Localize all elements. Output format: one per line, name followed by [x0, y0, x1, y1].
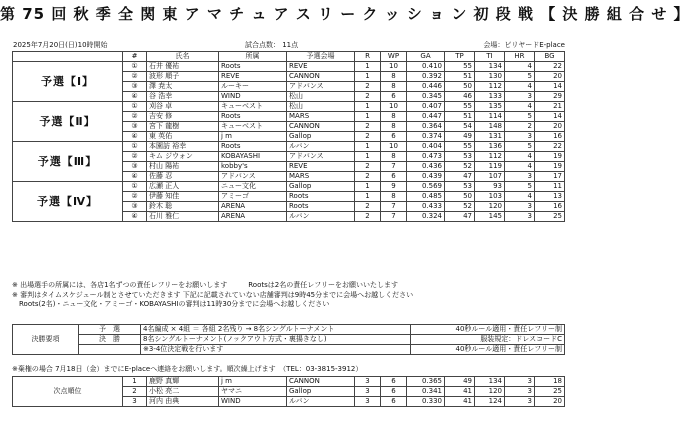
- group-label: 予選【Ⅳ】: [13, 182, 123, 222]
- ti-cell: 135: [475, 102, 505, 112]
- requirement-row: [13, 335, 565, 345]
- club-cell: WIND: [219, 92, 287, 102]
- group-label: 予選【Ⅲ】: [13, 142, 123, 182]
- header-row: [13, 52, 565, 62]
- ga-cell: 0.473: [407, 152, 445, 162]
- hr-cell: 3: [505, 92, 535, 102]
- r-cell: 1: [355, 192, 381, 202]
- wp-cell: 6: [381, 377, 407, 387]
- table-row: [13, 182, 565, 192]
- club-cell: kobby's: [219, 162, 287, 172]
- qualifier-venue-cell: ルバン: [287, 142, 355, 152]
- qualifier-venue-cell: Gallop: [287, 182, 355, 192]
- ti-cell: 124: [475, 397, 505, 407]
- seed-cell: ③: [123, 162, 147, 172]
- player-name-cell: 鹿野 真輝: [147, 377, 219, 387]
- ga-cell: 0.410: [407, 62, 445, 72]
- tp-cell: 51: [445, 112, 475, 122]
- r-cell: 3: [355, 387, 381, 397]
- wp-cell: 8: [381, 152, 407, 162]
- hr-cell: 4: [505, 82, 535, 92]
- requirement-description: 8名シングルトーナメント(ノックアウト方式・裏揚きなし): [141, 335, 411, 345]
- alternates-label: 次点順位: [13, 377, 123, 407]
- club-cell: KOBAYASHI: [219, 152, 287, 162]
- wp-cell: 6: [381, 92, 407, 102]
- club-cell: ルーキー: [219, 82, 287, 92]
- seed-cell: ②: [123, 112, 147, 122]
- seed-cell: ②: [123, 192, 147, 202]
- notes-section: [12, 281, 413, 310]
- qualifier-venue-cell: CANNON: [287, 72, 355, 82]
- ti-cell: 112: [475, 82, 505, 92]
- r-cell: 2: [355, 202, 381, 212]
- qualifier-venue-cell: CANNON: [287, 122, 355, 132]
- club-cell: Roots: [219, 142, 287, 152]
- ti-cell: 134: [475, 377, 505, 387]
- r-cell: 3: [355, 377, 381, 387]
- tp-cell: 47: [445, 172, 475, 182]
- ga-cell: 0.446: [407, 82, 445, 92]
- ti-cell: 130: [475, 72, 505, 82]
- tp-cell: 41: [445, 397, 475, 407]
- r-cell: 2: [355, 212, 381, 222]
- player-name-cell: 石井 優祐: [147, 62, 219, 72]
- club-cell: j m: [219, 132, 287, 142]
- tp-cell: 50: [445, 192, 475, 202]
- qualifier-venue-cell: CANNON: [287, 377, 355, 387]
- wp-cell: 8: [381, 192, 407, 202]
- ga-cell: 0.433: [407, 202, 445, 212]
- tp-cell: 47: [445, 212, 475, 222]
- ga-cell: 0.365: [407, 377, 445, 387]
- club-cell: キューベスト: [219, 102, 287, 112]
- club-cell: ニュー文化: [219, 182, 287, 192]
- ti-cell: 134: [475, 62, 505, 72]
- seed-cell: ①: [123, 142, 147, 152]
- table-row: [13, 62, 565, 72]
- seed-cell: 2: [123, 387, 147, 397]
- column-header: GA: [407, 52, 445, 62]
- note-line: ※ 出場選手の所属には、各店1名ずつの責任レフリーをお願いします Rootsは2名の責任レフリーをお願いいたします: [12, 281, 398, 289]
- bg-cell: 16: [535, 132, 565, 142]
- qualifier-venue-cell: Roots: [287, 202, 355, 212]
- tp-cell: 50: [445, 82, 475, 92]
- bg-cell: 25: [535, 212, 565, 222]
- venue: 会場：ビリヤードE-place: [483, 41, 565, 49]
- tp-cell: 55: [445, 142, 475, 152]
- ti-cell: 120: [475, 387, 505, 397]
- ga-cell: 0.324: [407, 212, 445, 222]
- club-cell: Roots: [219, 112, 287, 122]
- tp-cell: 49: [445, 377, 475, 387]
- seed-cell: ④: [123, 132, 147, 142]
- player-name-cell: 刈谷 卓: [147, 102, 219, 112]
- r-cell: 1: [355, 152, 381, 162]
- hr-cell: 4: [505, 192, 535, 202]
- tp-cell: 46: [445, 92, 475, 102]
- seed-cell: ③: [123, 202, 147, 212]
- requirement-rule: 40秒ルール適用・責任レフリー制: [411, 345, 565, 355]
- bg-cell: 13: [535, 192, 565, 202]
- hr-cell: 5: [505, 112, 535, 122]
- club-cell: アドバンス: [219, 172, 287, 182]
- seed-cell: ④: [123, 212, 147, 222]
- tp-cell: 55: [445, 62, 475, 72]
- seed-cell: ③: [123, 122, 147, 132]
- hr-cell: 2: [505, 122, 535, 132]
- seed-cell: ②: [123, 72, 147, 82]
- ga-cell: 0.439: [407, 172, 445, 182]
- club-cell: アミーゴ: [219, 192, 287, 202]
- requirement-rule: 服装規定：ドレスコードC: [411, 335, 565, 345]
- column-header: HR: [505, 52, 535, 62]
- tp-cell: 55: [445, 102, 475, 112]
- player-name-cell: 本園訪 裕幸: [147, 142, 219, 152]
- player-name-cell: キム ジウォン: [147, 152, 219, 162]
- player-name-cell: 石川 雅仁: [147, 212, 219, 222]
- table-row: [13, 102, 565, 112]
- hr-cell: 3: [505, 212, 535, 222]
- bg-cell: 14: [535, 82, 565, 92]
- seed-cell: 1: [123, 377, 147, 387]
- alternates-table: [12, 376, 565, 407]
- club-cell: ヤマニ: [219, 387, 287, 397]
- bg-cell: 16: [535, 202, 565, 212]
- hr-cell: 4: [505, 102, 535, 112]
- bg-cell: 25: [535, 387, 565, 397]
- column-header: R: [355, 52, 381, 62]
- group-label: 予選【Ⅰ】: [13, 62, 123, 102]
- ti-cell: 145: [475, 212, 505, 222]
- bg-cell: 20: [535, 72, 565, 82]
- hr-cell: 3: [505, 387, 535, 397]
- ga-cell: 0.392: [407, 72, 445, 82]
- column-header: 予選会場: [287, 52, 355, 62]
- ga-cell: 0.407: [407, 102, 445, 112]
- seed-cell: ②: [123, 152, 147, 162]
- ti-cell: 120: [475, 202, 505, 212]
- qualifier-venue-cell: REVE: [287, 162, 355, 172]
- club-cell: ARENA: [219, 202, 287, 212]
- requirement-row: [13, 325, 565, 335]
- player-name-cell: 広瀬 正人: [147, 182, 219, 192]
- column-header: #: [123, 52, 147, 62]
- column-header: 所属: [219, 52, 287, 62]
- ti-cell: 107: [475, 172, 505, 182]
- wp-cell: 8: [381, 72, 407, 82]
- qualifier-venue-cell: アドバンス: [287, 152, 355, 162]
- ga-cell: 0.341: [407, 387, 445, 397]
- table-row: [13, 142, 565, 152]
- hr-cell: 3: [505, 132, 535, 142]
- bg-cell: 19: [535, 152, 565, 162]
- tp-cell: 49: [445, 132, 475, 142]
- tp-cell: 53: [445, 182, 475, 192]
- ti-cell: 112: [475, 152, 505, 162]
- r-cell: 2: [355, 82, 381, 92]
- ti-cell: 133: [475, 92, 505, 102]
- qualifier-venue-cell: MARS: [287, 112, 355, 122]
- player-name-cell: 東 英佑: [147, 132, 219, 142]
- column-header: 氏名: [147, 52, 219, 62]
- ga-cell: 0.569: [407, 182, 445, 192]
- bg-cell: 20: [535, 122, 565, 132]
- bg-cell: 11: [535, 182, 565, 192]
- tp-cell: 41: [445, 387, 475, 397]
- bg-cell: 22: [535, 142, 565, 152]
- requirement-stage: 予 選: [79, 325, 141, 335]
- ga-cell: 0.345: [407, 92, 445, 102]
- club-cell: j m: [219, 377, 287, 387]
- wp-cell: 7: [381, 202, 407, 212]
- tp-cell: 52: [445, 202, 475, 212]
- ga-cell: 0.404: [407, 142, 445, 152]
- ga-cell: 0.485: [407, 192, 445, 202]
- requirement-rule: 40秒ルール適用・責任レフリー制: [411, 325, 565, 335]
- hr-cell: 5: [505, 72, 535, 82]
- requirements-table: [12, 324, 565, 355]
- group-label: 予選【Ⅱ】: [13, 102, 123, 142]
- r-cell: 1: [355, 182, 381, 192]
- club-cell: Roots: [219, 62, 287, 72]
- qualifier-venue-cell: アドバンス: [287, 82, 355, 92]
- player-name-cell: 鈴木 聡: [147, 202, 219, 212]
- seed-cell: ④: [123, 92, 147, 102]
- qualifier-venue-cell: ルバン: [287, 397, 355, 407]
- ga-cell: 0.447: [407, 112, 445, 122]
- qualifier-venue-cell: ルバン: [287, 212, 355, 222]
- header-blank: [13, 52, 123, 62]
- r-cell: 2: [355, 172, 381, 182]
- column-header: WP: [381, 52, 407, 62]
- player-name-cell: 澤 尭太: [147, 82, 219, 92]
- seed-cell: ④: [123, 172, 147, 182]
- club-cell: REVE: [219, 72, 287, 82]
- event-date: 2025年7月20日(日)10時開始: [13, 41, 108, 49]
- bg-cell: 14: [535, 112, 565, 122]
- seed-cell: 3: [123, 397, 147, 407]
- wp-cell: 8: [381, 122, 407, 132]
- ti-cell: 119: [475, 162, 505, 172]
- club-cell: WIND: [219, 397, 287, 407]
- ga-cell: 0.436: [407, 162, 445, 172]
- ga-cell: 0.374: [407, 132, 445, 142]
- requirement-stage: [79, 345, 141, 355]
- player-name-cell: 小松 亮二: [147, 387, 219, 397]
- wp-cell: 8: [381, 112, 407, 122]
- club-cell: ARENA: [219, 212, 287, 222]
- qualifier-venue-cell: Roots: [287, 192, 355, 202]
- match-points: 試合点数： 11点: [245, 41, 299, 49]
- player-name-cell: 河内 由典: [147, 397, 219, 407]
- requirement-description: ※3-4位決定戦を行います: [141, 345, 411, 355]
- wp-cell: 7: [381, 212, 407, 222]
- wp-cell: 6: [381, 387, 407, 397]
- qualifier-venue-cell: 松山: [287, 92, 355, 102]
- r-cell: 1: [355, 142, 381, 152]
- tp-cell: 52: [445, 162, 475, 172]
- seed-cell: ①: [123, 102, 147, 112]
- player-name-cell: 伊藤 知佳: [147, 192, 219, 202]
- hr-cell: 3: [505, 172, 535, 182]
- ti-cell: 148: [475, 122, 505, 132]
- qualifier-venue-cell: REVE: [287, 62, 355, 72]
- hr-cell: 4: [505, 152, 535, 162]
- column-header: BG: [535, 52, 565, 62]
- bg-cell: 29: [535, 92, 565, 102]
- wp-cell: 6: [381, 132, 407, 142]
- r-cell: 1: [355, 112, 381, 122]
- r-cell: 2: [355, 132, 381, 142]
- tp-cell: 54: [445, 122, 475, 132]
- ga-cell: 0.330: [407, 397, 445, 407]
- bg-cell: 19: [535, 162, 565, 172]
- hr-cell: 3: [505, 377, 535, 387]
- bg-cell: 18: [535, 377, 565, 387]
- hr-cell: 4: [505, 62, 535, 72]
- table-row: [13, 377, 565, 387]
- r-cell: 2: [355, 122, 381, 132]
- wp-cell: 10: [381, 102, 407, 112]
- r-cell: 3: [355, 397, 381, 407]
- ti-cell: 136: [475, 142, 505, 152]
- bg-cell: 20: [535, 397, 565, 407]
- wp-cell: 6: [381, 397, 407, 407]
- column-header: TI: [475, 52, 505, 62]
- wp-cell: 10: [381, 142, 407, 152]
- wp-cell: 8: [381, 82, 407, 92]
- qualifier-venue-cell: Gallop: [287, 132, 355, 142]
- hr-cell: 5: [505, 142, 535, 152]
- club-cell: キューベスト: [219, 122, 287, 132]
- tp-cell: 51: [445, 72, 475, 82]
- r-cell: 1: [355, 102, 381, 112]
- note-line: ※ 審判はタイムスケジュール制とさせていただきます 下記に記載されていない店舗審判は9時45分までに会場へお越しください: [12, 290, 414, 299]
- hr-cell: 4: [505, 162, 535, 172]
- requirement-stage: 決 勝: [79, 335, 141, 345]
- r-cell: 2: [355, 162, 381, 172]
- bg-cell: 22: [535, 62, 565, 72]
- qualifier-venue-cell: MARS: [287, 172, 355, 182]
- wp-cell: 9: [381, 182, 407, 192]
- ga-cell: 0.364: [407, 122, 445, 132]
- bg-cell: 17: [535, 172, 565, 182]
- column-header: TP: [445, 52, 475, 62]
- wp-cell: 10: [381, 62, 407, 72]
- player-name-cell: 佐藤 忍: [147, 172, 219, 182]
- page-title: 第 75 回 秋 季 全 関 東 ア マ チ ュ ア ス リ ー ク ッ シ ョ ン 初 段 戦 【 決 勝 組 合 せ 】: [0, 5, 690, 23]
- hr-cell: 5: [505, 182, 535, 192]
- r-cell: 1: [355, 62, 381, 72]
- seed-cell: ③: [123, 82, 147, 92]
- ti-cell: 131: [475, 132, 505, 142]
- requirement-description: 4名編成 × 4組 ＝ 各組 2名残り → 8名シングルトーナメント: [141, 325, 411, 335]
- bg-cell: 21: [535, 102, 565, 112]
- requirement-row: [13, 345, 565, 355]
- ti-cell: 93: [475, 182, 505, 192]
- player-name-cell: 村山 陽祐: [147, 162, 219, 172]
- player-name-cell: 谷 浩幸: [147, 92, 219, 102]
- qualifier-venue-cell: Gallop: [287, 387, 355, 397]
- ti-cell: 114: [475, 112, 505, 122]
- ti-cell: 103: [475, 192, 505, 202]
- preliminary-table: [12, 51, 565, 222]
- withdrawal-note: ※棄権の場合 7月18日（金）までにE-placeへ連絡をお願いします。順次繰上げます （TEL：03-3815-3912）: [12, 365, 363, 373]
- wp-cell: 7: [381, 162, 407, 172]
- player-name-cell: 波形 順子: [147, 72, 219, 82]
- r-cell: 2: [355, 92, 381, 102]
- player-name-cell: 吉安 修: [147, 112, 219, 122]
- hr-cell: 3: [505, 397, 535, 407]
- seed-cell: ①: [123, 62, 147, 72]
- tp-cell: 53: [445, 152, 475, 162]
- qualifier-venue-cell: 松山: [287, 102, 355, 112]
- wp-cell: 6: [381, 172, 407, 182]
- r-cell: 1: [355, 72, 381, 82]
- player-name-cell: 宮下 龍樹: [147, 122, 219, 132]
- seed-cell: ①: [123, 182, 147, 192]
- note-line: Roots(2名)・ニュー文化・アミーゴ・KOBAYASHIの審判は11時30分までに会場へお越しください: [12, 300, 330, 308]
- hr-cell: 3: [505, 202, 535, 212]
- requirements-label: 決勝要項: [13, 325, 79, 355]
